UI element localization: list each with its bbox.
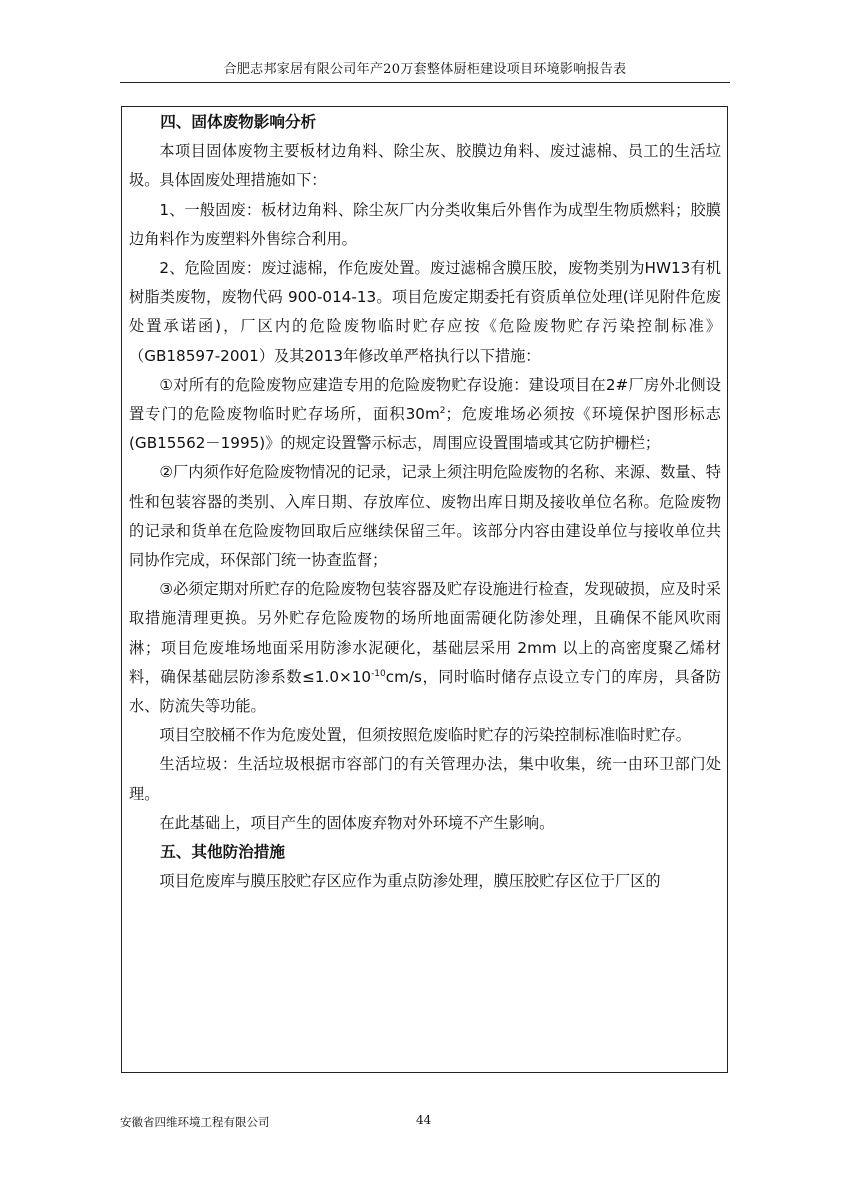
section-heading-solid-waste: 四、固体废物影响分析: [160, 113, 317, 131]
measure-3-superscript: -10: [371, 668, 386, 679]
measure-3-text: ③必须定期对所贮存的危险废物包装容器及贮存设施进行检查，发现破损，应及时采取措施清理更换。另外贮存危险废物的场所地面需硬化防渗处理，且确保不能风吹雨淋；项目危废堆场地面采用防渗水泥硬化，基础层采用 2mm 以上的高密度聚乙烯材料，确保基础层防渗系数≤1.0×10: [129, 580, 721, 686]
measure-1-text: ①对所有的危险废物应建造专用的危险废物贮存设施：建设项目在2#厂房外北侧设置专门的危险废物临时贮存场所，面积30m: [129, 375, 721, 424]
section-heading-other-measures: 五、其他防治措施: [160, 843, 285, 862]
document-header-title: 合肥志邦家居有限公司年产20万套整体厨柜建设项目环境影响报告表: [223, 62, 627, 77]
paragraph-domestic-waste: 生活垃圾：生活垃圾根据市容部门的有关管理办法，集中收集，统一由环卫部门处理。: [129, 755, 721, 803]
page-number: 44: [416, 1113, 432, 1127]
measure-1-text-cont: ；危废堆场必须按《环境保护图形标志(GB15562－1995)》的规定设置警示标志，周围应设置围墙或其它防护栅栏；: [129, 405, 721, 453]
paragraph-hazardous-waste: 2、危险固废：废过滤棉，作危废处置。废过滤棉含膜压胶，废物类别为HW13有机树脂类废物，废物代码 900-014-13。项目危废定期委托有资质单位处理(详见附件危废处置承诺函)，厂区内的危险废物临时贮存应按《危险废物贮存污染控制标准》（GB18597-2001）及其2013年修改单严格执行以下措施：: [129, 259, 721, 365]
paragraph-measure-3: [129, 575, 721, 721]
paragraph-anti-seepage: 项目危废库与膜压胶贮存区应作为重点防渗处理，膜压胶贮存区位于厂区的: [159, 872, 661, 891]
main-content: [129, 108, 721, 896]
paragraph-intro: 本项目固体废物主要板材边角料、除尘灰、胶膜边角料、废过滤棉、员工的生活垃圾。具体固废处理措施如下：: [129, 142, 721, 190]
footer-company: 安徽省四维环境工程有限公司: [120, 1115, 270, 1129]
paragraph-measure-2: ②厂内须作好危险废物情况的记录，记录上须注明危险废物的名称、来源、数量、特性和包装容器的类别、入库日期、存放库位、废物出库日期及接收单位名称。危险废物的记录和货单在危险废物回取后应继续保留三年。该部分内容由建设单位与接收单位共同协作完成，环保部门统一协查监督；: [129, 463, 721, 570]
paragraph-measure-1: [129, 371, 721, 459]
measure-3-text-cont: cm/s，同时临时储存点设立专门的库房，具备防水、防流失等功能。: [129, 667, 721, 716]
paragraph-empty-buckets: 项目空胶桶不作为危废处置，但须按照危废临时贮存的污染控制标准临时贮存。: [159, 726, 691, 745]
paragraph-conclusion: 在此基础上，项目产生的固体废弃物对外环境不产生影响。: [159, 813, 555, 832]
measure-1-superscript: 2: [439, 405, 446, 416]
header-divider: [120, 82, 730, 83]
paragraph-general-waste: 1、一般固废：板材边角料、除尘灰厂内分类收集后外售作为成型生物质燃料；胶膜边角料作为废塑料外售综合利用。: [129, 200, 721, 248]
